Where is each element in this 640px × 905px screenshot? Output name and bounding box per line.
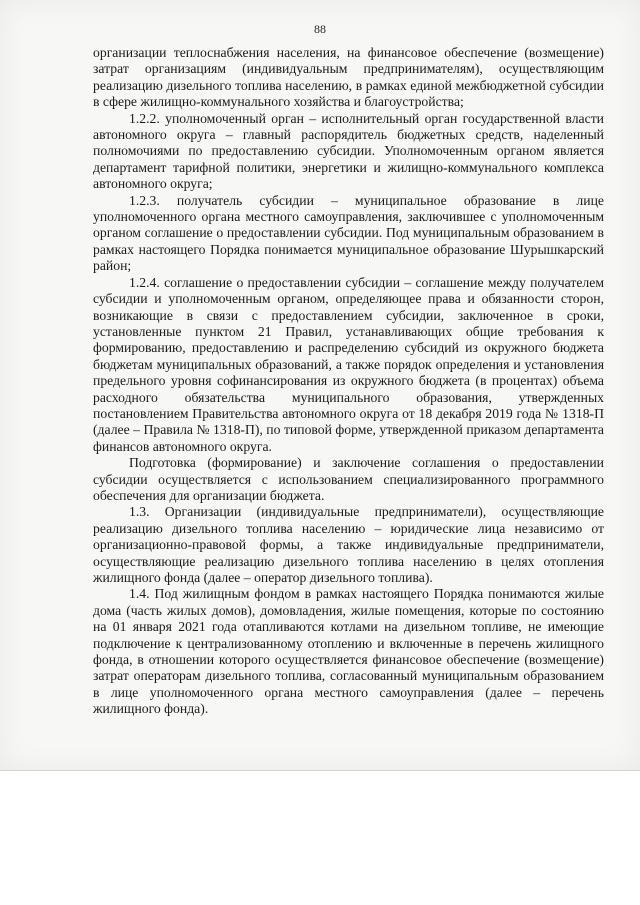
paragraph-1-2-3: 1.2.3. получатель субсидии – муниципальное образование в лице уполномоченного органа местного самоуправления, заключившее с уполномоченным органом соглашение о предоставлении субсидии. Под муниципальным образованием в рамках настоящего Порядка понимается муниципальное образование Шурышкарский район;: [93, 192, 604, 274]
paragraph-agreement-preparation: Подготовка (формирование) и заключение соглашения о предоставлении субсидии осуществляется с использованием специализированного программного обеспечения для организации бюджета.: [93, 455, 604, 503]
document-body: [93, 45, 604, 718]
paragraph-1-4: 1.4. Под жилищным фондом в рамках настоящего Порядка понимаются жилые дома (часть жилых домов), домовладения, жилые помещения, которые по состоянию на 01 января 2021 года отапливаются котлами на дизельном топливе, не имеющие подключение к централизованному отоплению и включенные в перечень жилищного фонда, в отношении которого осуществляется финансовое обеспечение (возмещение) затрат операторам дизельного топлива, согласованный муниципальным образованием в лице уполномоченного органа местного самоуправления (далее – перечень жилищного фонда).: [93, 586, 604, 717]
paragraph-1-3: 1.3. Организации (индивидуальные предприниматели), осуществляющие реализацию дизельного топлива населению – юридические лица независимо от организационно-правовой формы, а также индивидуальные предприниматели, осуществляющие реализацию дизельного топлива населению в целях отопления жилищного фонда (далее – оператор дизельного топлива).: [93, 504, 604, 585]
paragraph-continuation: организации теплоснабжения населения, на финансовое обеспечение (возмещение) затрат организациям (индивидуальным предпринимателям), осуществляющим реализацию дизельного топлива населению, в рамках единой межбюджетной субсидии в сфере жилищно-коммунального хозяйства и благоустройства;: [93, 45, 604, 110]
page-number: 88: [314, 22, 326, 36]
paragraph-1-2-4: 1.2.4. соглашение о предоставлении субсидии – соглашение между получателем субсидии и уполномоченным органом, определяющее права и обязанности сторон, возникающие в связи с предоставлением субсидии, заключенное в сроки, установленные пунктом 21 Правил, устанавливающих общие требования к формированию, предоставлению и распределению субсидий из окружного бюджета бюджетам муниципальных образований, а также порядок определения и установления предельного уровня софинансирования из окружного бюджета (в процентах) объема расходного обязательства муниципального образования, утвержденных постановлением Правительства автономного округа от 18 декабря 2019 года № 1318-П (далее – Правила № 1318-П), по типовой форме, утвержденной приказом департамента финансов автономного округа.: [93, 274, 604, 454]
paragraph-1-2-2: 1.2.2. уполномоченный орган – исполнительный орган государственной власти автономного округа – главный распорядитель бюджетных средств, наделенный полномочиями по предоставлению субсидии. Уполномоченным органом является департамент тарифной политики, энергетики и жилищно-коммунального комплекса автономного округа;: [93, 110, 604, 192]
